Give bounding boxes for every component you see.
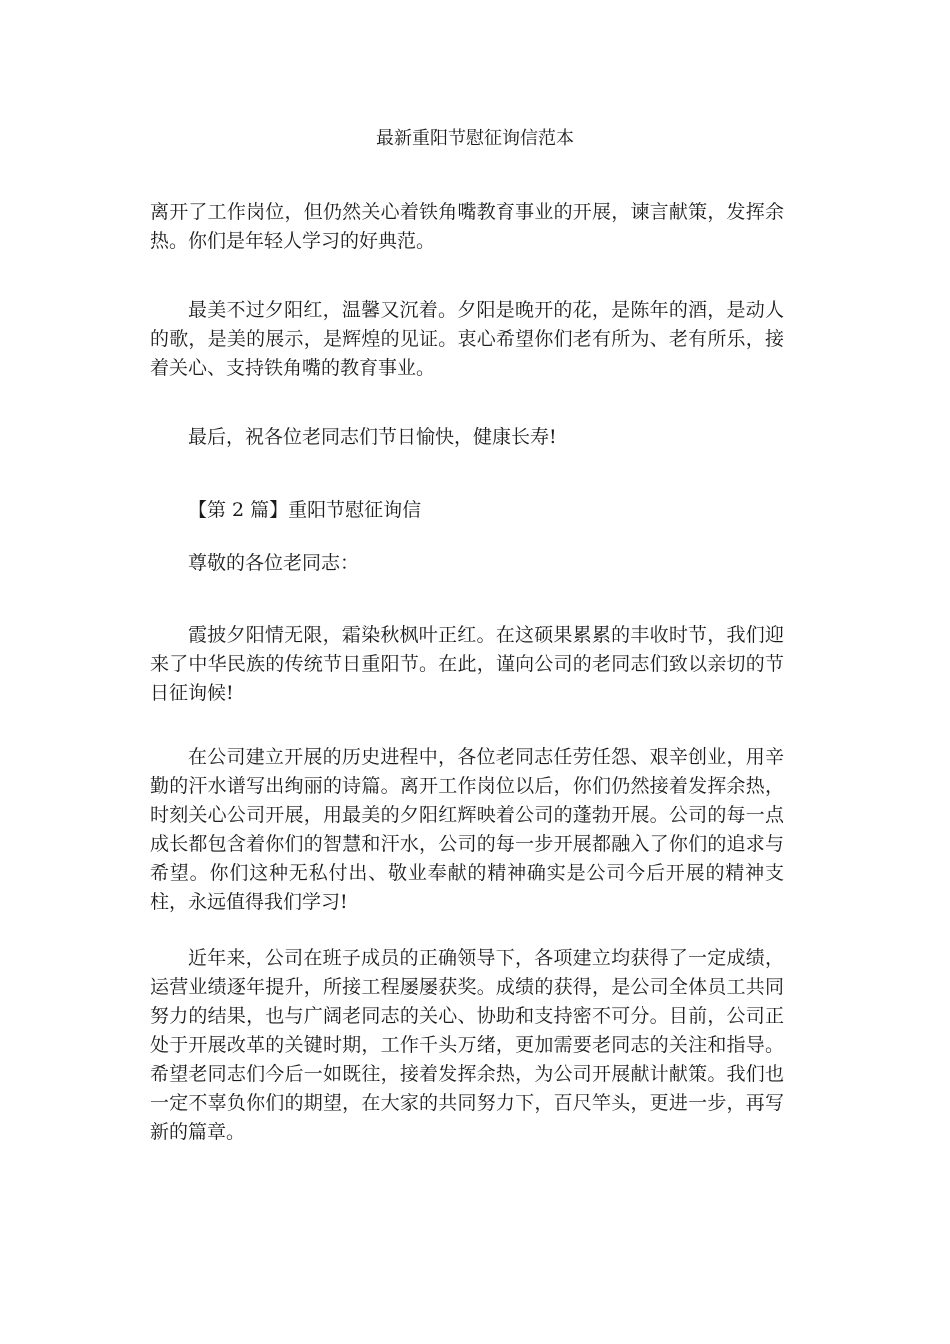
salutation: 尊敬的各位老同志： xyxy=(188,552,360,574)
document-title: 最新重阳节慰征询信范本 xyxy=(376,128,574,149)
section-heading: 【第 2 篇】重阳节慰征询信 xyxy=(188,499,422,521)
paragraph-4: 霞披夕阳情无限，霜染秋枫叶正红。在这硕果累累的丰收时节，我们迎来了中华民族的传统节日重阳节。在此，谨向公司的老同志们致以亲切的节日征询候! xyxy=(150,624,784,704)
paragraph-3: 最后，祝各位老同志们节日愉快，健康长寿! xyxy=(188,426,557,448)
paragraph-2: 最美不过夕阳红，温馨又沉着。夕阳是晚开的花，是陈年的酒，是动人的歌，是美的展示，是辉煌的见证。衷心希望你们老有所为、老有所乐，接着关心、支持铁角嘴的教育事业。 xyxy=(150,299,784,379)
paragraph-1: 离开了工作岗位，但仍然关心着铁角嘴教育事业的开展，谏言献策，发挥余热。你们是年轻人学习的好典范。 xyxy=(150,201,784,252)
paragraph-5: 在公司建立开展的历史进程中，各位老同志任劳任怨、艰辛创业，用辛勤的汗水谱写出绚丽的诗篇。离开工作岗位以后，你们仍然接着发挥余热，时刻关心公司开展，用最美的夕阳红辉映着公司的蓬勃开展。公司的每一点成长都包含着你们的智慧和汗水，公司的每一步开展都融入了你们的追求与希望。你们这种无私付出、敬业奉献的精神确实是公司今后开展的精神支柱，永远值得我们学习! xyxy=(150,746,784,913)
paragraph-6: 近年来，公司在班子成员的正确领导下，各项建立均获得了一定成绩，运营业绩逐年提升，所接工程屡屡获奖。成绩的获得，是公司全体员工共同努力的结果，也与广阔老同志的关心、协助和支持密不可分。目前，公司正处于开展改革的关键时期，工作千头万绪，更加需要老同志的关注和指导。希望老同志们今后一如既往，接着发挥余热，为公司开展献计献策。我们也一定不辜负你们的期望，在大家的共同努力下，百尺竿头，更进一步，再写新的篇章。 xyxy=(150,947,784,1143)
